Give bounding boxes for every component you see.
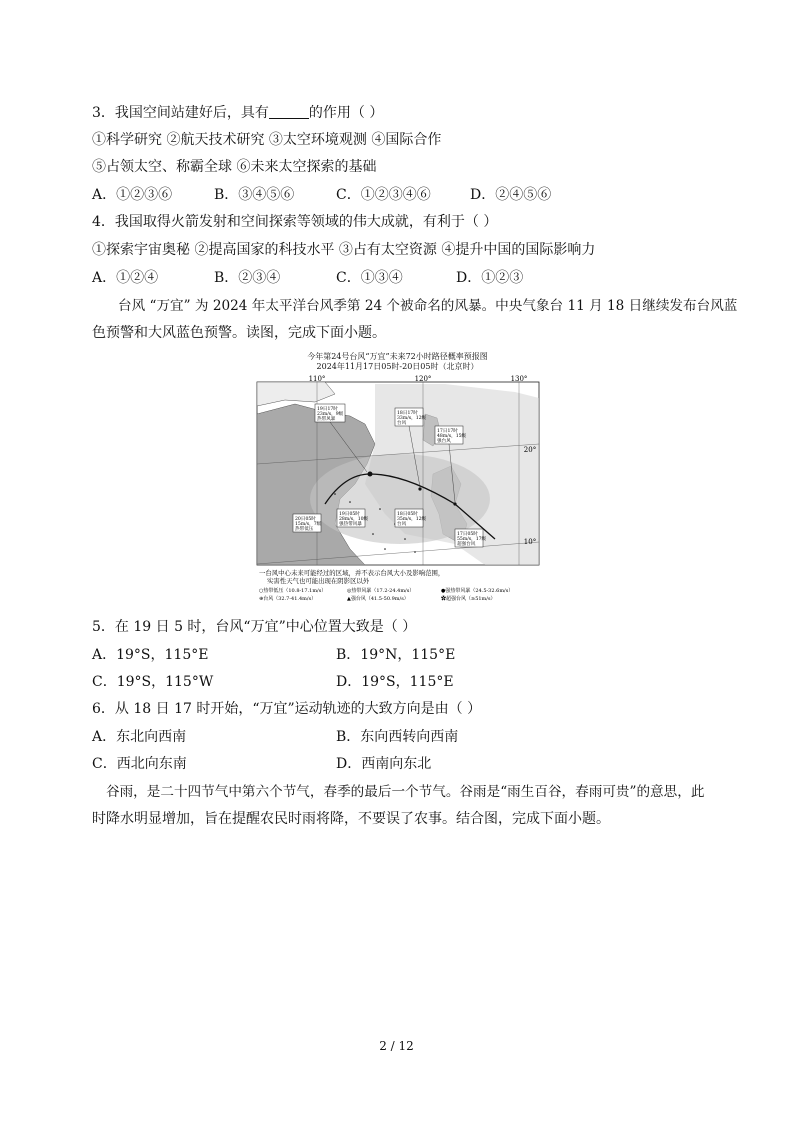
box7-line2: 55m/s，17级 xyxy=(457,537,487,542)
legend-item-6: ✿超强台风（≥51m/s） xyxy=(441,596,496,602)
q5-stem: 5．在 19 日 5 时，台风“万宜”中心位置大致是（ ） xyxy=(92,619,417,635)
q6-option-d: D．西南向东北 xyxy=(336,756,432,772)
box6-line3: 台风 xyxy=(397,522,407,527)
box2-line1: 18日17时 xyxy=(397,411,418,416)
track-point-19-05 xyxy=(368,472,373,477)
page-number: 2 / 12 xyxy=(379,1039,414,1053)
typhoon-track-map xyxy=(255,352,540,602)
q6-option-a: A．东北向西南 xyxy=(92,729,187,745)
q3-option-a: A．①②③⑥ xyxy=(92,187,173,203)
passage2-line1: 谷雨，是二十四节气中第六个节气，春季的最后一个节气。谷雨是“雨生百谷，春雨可贵”的意思，此 xyxy=(106,784,705,800)
track-point-18-05 xyxy=(453,502,456,505)
q6-option-b: B．东向西转向西南 xyxy=(336,729,459,745)
box2-line3: 台风 xyxy=(397,421,407,426)
legend-item-1: ○热带低压（10.8-17.1m/s） xyxy=(259,588,327,594)
legend-item-3: ●强热带风暴（24.5-32.6m/s） xyxy=(441,588,514,594)
legend-note-line2: 实害性天气也可能出现在阴影区以外 xyxy=(267,577,370,585)
q4-option-c: C．①③④ xyxy=(336,270,403,286)
box4-line1: 20日05时 xyxy=(295,517,316,522)
q4-option-a: A．①②④ xyxy=(92,270,159,286)
q3-option-b: B．③④⑤⑥ xyxy=(214,187,295,203)
box3-line3: 强台风 xyxy=(437,439,451,444)
box7-line3: 超强台风 xyxy=(457,542,476,547)
box6-line2: 35m/s，12级 xyxy=(397,517,427,522)
box7-line1: 17日05时 xyxy=(457,532,478,537)
box5-line1: 19日05时 xyxy=(339,512,360,517)
q3-option-d: D．②④⑤⑥ xyxy=(470,187,552,203)
legend-note-line1: 一台风中心未来可能经过的区域，并不表示台风大小及影响范围， xyxy=(259,569,445,577)
box3-line2: 48m/s，15级 xyxy=(437,434,467,439)
q4-option-d: D．①②③ xyxy=(456,270,524,286)
map-subtitle: 2024年11月17日05时-20日05时（北京时） xyxy=(316,362,479,371)
q3-items-line2: ⑤占领太空、称霸全球 ⑥未来太空探索的基础 xyxy=(92,159,377,175)
map-title: 今年第24号台风“万宜”未来72小时路径概率预报图 xyxy=(307,352,488,361)
legend-item-4: ⊕台风（32.7-41.4m/s） xyxy=(259,596,317,602)
q3-option-c: C．①②③④⑥ xyxy=(336,187,431,203)
box4-line3: 热带低压 xyxy=(295,527,314,532)
lat-label-10: 10° xyxy=(523,538,537,546)
box2-line2: 33m/s，12级 xyxy=(397,416,427,421)
box1-line1: 19日17时 xyxy=(317,407,338,412)
lon-label-130: 130° xyxy=(510,375,528,383)
legend-item-2: ◎热带风暴（17.2-24.4m/s） xyxy=(347,588,415,594)
box3-line1: 17日17时 xyxy=(437,429,458,434)
passage2-line2: 时降水明显增加，旨在提醒农民时雨将降，不要误了农事。结合图，完成下面小题。 xyxy=(92,811,610,827)
box6-line1: 18日05时 xyxy=(397,512,418,517)
q6-stem: 6．从 18 日 17 时开始，“万宜”运动轨迹的大致方向是由（ ） xyxy=(92,701,482,717)
box4-line2: 15m/s，7级 xyxy=(295,522,322,527)
passage1-line1: 台风 “万宜” 为 2024 年太平洋台风季第 24 个被命名的风暴。中央气象台 11 月 18 日继续发布台风蓝 xyxy=(118,298,738,314)
box5-line3: 强热带风暴 xyxy=(339,522,362,527)
q3-items-line1: ①科学研究 ②航天技术研究 ③太空环境观测 ④国际合作 xyxy=(92,132,442,148)
box1-line3: 热带风暴 xyxy=(317,417,336,422)
q5-option-b: B．19°N，115°E xyxy=(336,647,456,663)
q4-option-b: B．②③④ xyxy=(214,270,281,286)
lat-label-20: 20° xyxy=(523,446,537,454)
q4-items: ①探索宇宙奥秘 ②提高国家的科技水平 ③占有太空资源 ④提升中国的国际影响力 xyxy=(92,242,596,258)
lon-label-120: 120° xyxy=(414,375,432,383)
q5-option-d: D．19°S，115°E xyxy=(336,674,454,690)
lon-label-110: 110° xyxy=(308,375,326,383)
box5-line2: 28m/s，10级 xyxy=(339,517,369,522)
q5-option-a: A．19°S，115°E xyxy=(92,647,209,663)
q5-option-c: C．19°S，115°W xyxy=(92,674,214,690)
track-point-18-17 xyxy=(418,487,421,490)
q3-stem: 3．我国空间站建好后，具有 的作用（ ） xyxy=(92,105,384,121)
q6-option-c: C．西北向东南 xyxy=(92,756,187,772)
answer-blank xyxy=(269,104,309,119)
passage1-line2: 色预警和大风蓝色预警。读图，完成下面小题。 xyxy=(92,325,386,341)
box1-line2: 23m/s，9级 xyxy=(317,412,344,417)
legend-item-5: ▲强台风（41.5-50.9m/s） xyxy=(347,596,409,602)
map-graphic xyxy=(255,374,540,602)
q4-stem: 4．我国取得火箭发射和空间探索等领域的伟大成就，有利于（ ） xyxy=(92,214,498,230)
